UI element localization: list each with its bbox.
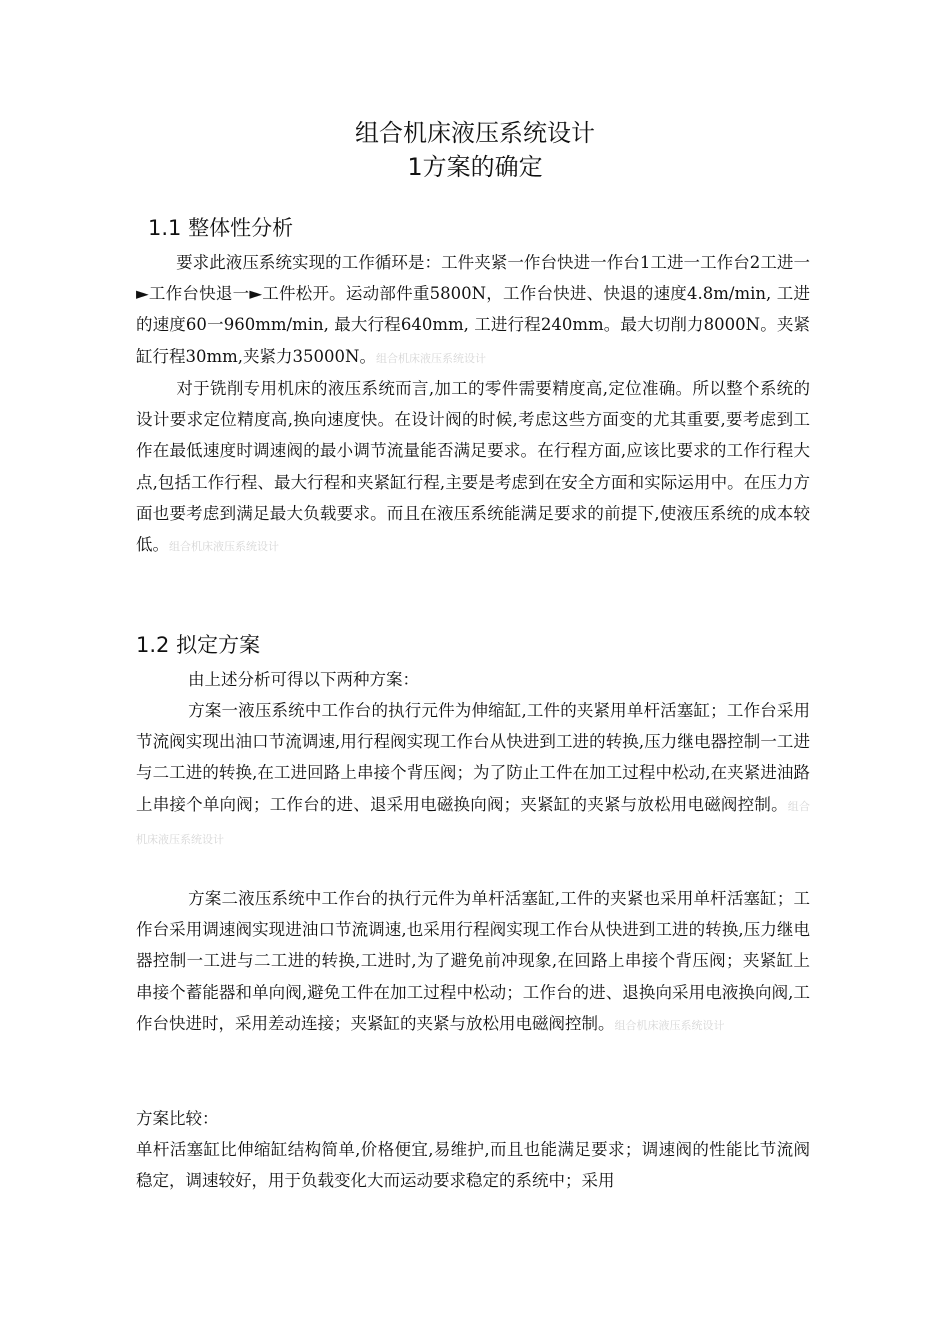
section-heading-1-2: 1.2 拟定方案: [136, 633, 261, 657]
paragraph-text: 方案比较：: [136, 1109, 219, 1128]
faint-watermark-text: 组合机床液压系统设计: [614, 1018, 725, 1032]
faint-watermark-text: 组合机床液压系统设计: [136, 799, 811, 846]
paragraph-text: 单杆活塞缸比伸缩缸结构简单,价格便宜,易维护,而且也能满足要求；调速阀的性能比节流阀稳定，调速较好，用于负载变化大而运动要求稳定的系统中；采用: [136, 1140, 810, 1191]
paragraph-text: 要求此液压系统实现的工作循环是：工件夹紧一作台快进一作台1工进一工作台2工进一►工作台快退一►工件松开。运动部件重5800N，工作台快进、快退的速度4.8m/min, 工进的速度60一960mm/min, 最大行程640mm, 工进行程240mm。最大切削力8000N。夹紧缸行程30mm,夹紧力35000N。: [136, 253, 810, 366]
document-title: 组合机床液压系统设计: [355, 119, 595, 147]
paragraph-plan-2: [136, 883, 810, 1041]
faint-watermark-text: 组合机床液压系统设计: [169, 540, 279, 554]
paragraph-text: 方案二液压系统中工作台的执行元件为单杆活塞缸,工件的夹紧也采用单杆活塞缸；工作台采用调速阀实现进油口节流调速,也采用行程阀实现工作台从快进到工进的转换,压力继电器控制一工进与二工进的转换,工进时,为了避免前冲现象,在回路上串接个背压阀；夹紧缸上串接个蓄能器和单向阀,避免工件在加工过程中松动；工作台的进、退换向采用电液换向阀,工作台快进时，采用差动连接；夹紧缸的夹紧与放松用电磁阀控制。: [136, 889, 810, 1033]
paragraph-compare-label: [136, 1103, 810, 1134]
paragraph-analysis: [136, 373, 810, 562]
chapter-title: 1方案的确定: [407, 153, 543, 181]
paragraph-plan-1: [136, 695, 810, 855]
faint-watermark-text: 组合机床液压系统设计: [375, 351, 486, 365]
paragraph-text: 方案一液压系统中工作台的执行元件为伸缩缸,工件的夹紧用单杆活塞缸；工作台采用节流阀实现出油口节流调速,用行程阀实现工作台从快进到工进的转换,压力继电器控制一工进与二工进的转换,在工进回路上串接个背压阀；为了防止工件在加工过程中松动,在夹紧进油路上串接个单向阀；工作台的进、退采用电磁换向阀；夹紧缸的夹紧与放松用电磁阀控制。: [136, 701, 810, 814]
paragraph-text: 对于铣削专用机床的液压系统而言,加工的零件需要精度高,定位准确。所以整个系统的设计要求定位精度高,换向速度快。在设计阀的时候,考虑这些方面变的尤其重要,要考虑到工作在最低速度时调速阀的最小调节流量能否满足要求。在行程方面,应该比要求的工作行程大点,包括工作行程、最大行程和夹紧缸行程,主要是考虑到在安全方面和实际运用中。在压力方面也要考虑到满足最大负载要求。而且在液压系统能满足要求的前提下,使液压系统的成本较低。: [136, 379, 810, 555]
paragraph-intro: [136, 664, 810, 695]
paragraph-text: 由上述分析可得以下两种方案：: [188, 670, 419, 689]
paragraph-requirements: [136, 247, 810, 374]
section-heading-1-1: 1.1 整体性分析: [148, 216, 294, 240]
paragraph-compare: [136, 1134, 810, 1196]
